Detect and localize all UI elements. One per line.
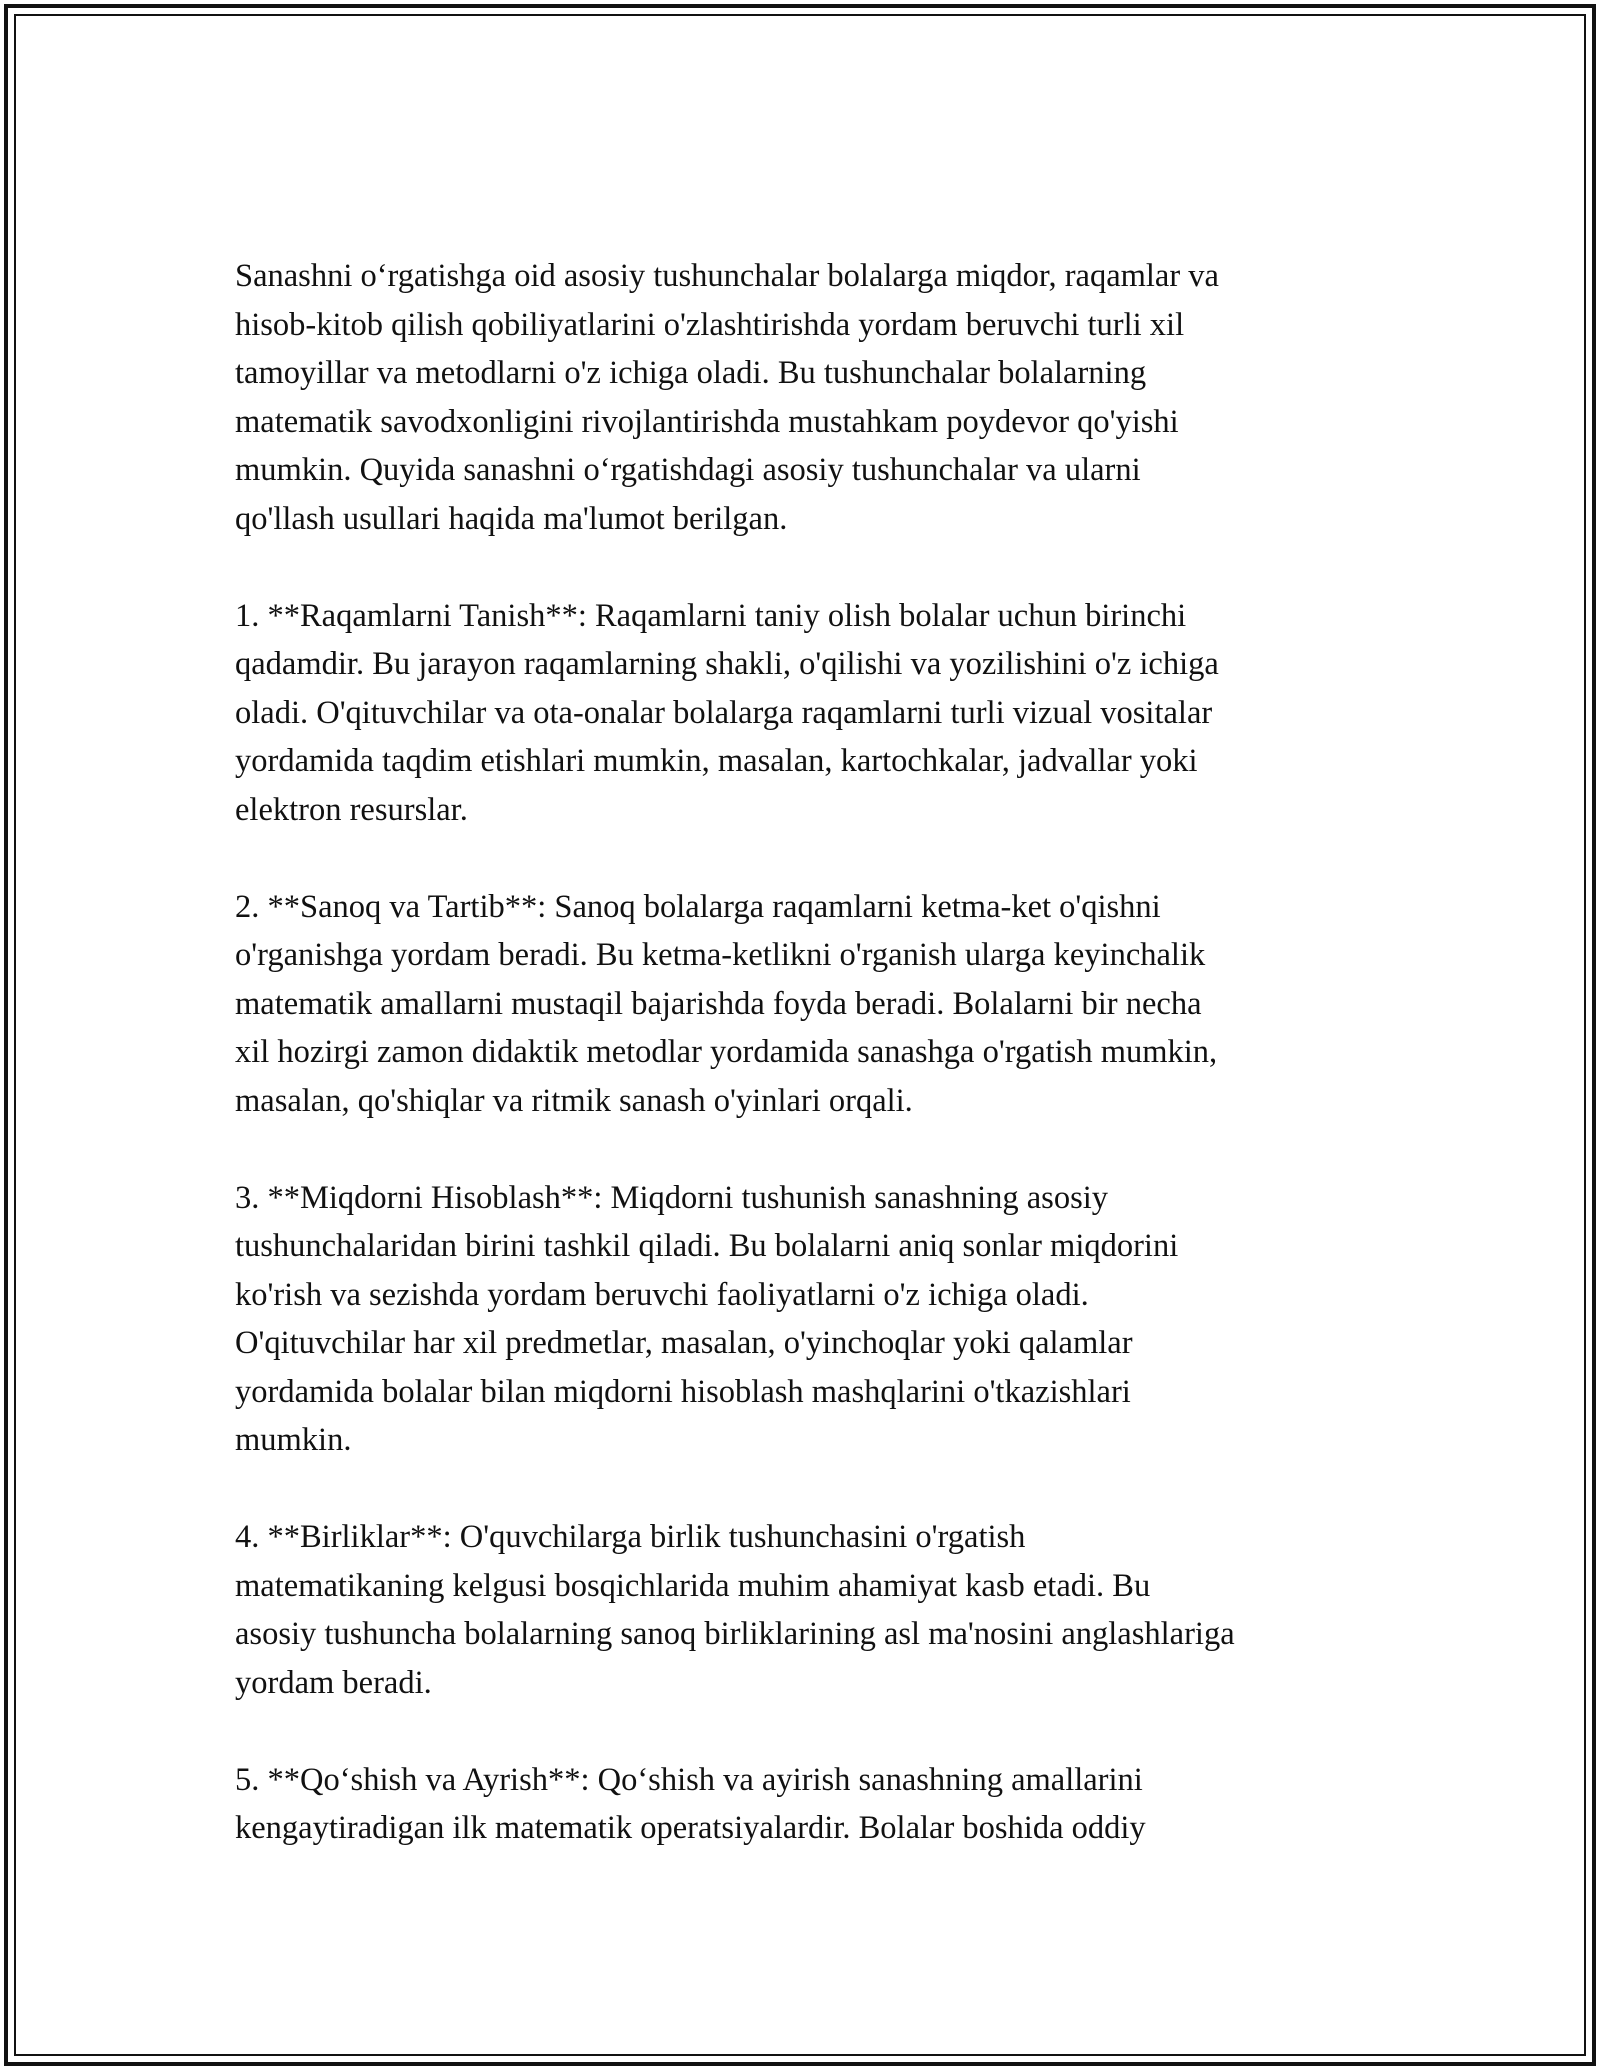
list-item-5: 5. **Qo‘shish va Ayrish**: Qo‘shish va ayirish sanashning amallarini kengaytiradigan ilk matematik operatsiyalardir. Bolalar boshida oddiy <box>235 1761 1146 1846</box>
list-item-2: 2. **Sanoq va Tartib**: Sanoq bolalarga raqamlarni ketma-ket o'qishni o'rganishga yordam beradi. Bu ketma-ketlikni o'rganish ularga keyinchalik matematik amallarni mustaqil bajarishda foyda beradi. Bolalarni bir necha xil hozirgi zamon didaktik metodlar yordamida sanashga o'rgatish mumkin, masalan, qo'shiqlar va ritmik sanash o'yinlari orqali. <box>235 888 1218 1119</box>
list-item-1: 1. **Raqamlarni Tanish**: Raqamlarni taniy olish bolalar uchun birinchi qadamdir. Bu jarayon raqamlarning shakli, o'qilishi va yozilishini o'z ichiga oladi. O'qituvchilar va ota-onalar bolalarga raqamlarni turli vizual vositalar yordamida taqdim etishlari mumkin, masalan, kartochkalar, jadvallar yoki elektron resurslar. <box>235 597 1219 828</box>
list-item-3: 3. **Miqdorni Hisoblash**: Miqdorni tushunish sanashning asosiy tushunchalaridan birini tashkil qiladi. Bu bolalarni aniq sonlar miqdorini ko'rish va sezishda yordam beruvchi faoliyatlarni o'z ichiga oladi. O'qituvchilar har xil predmetlar, masalan, o'yinchoqlar yoki qalamlar yordamida bolalar bilan miqdorni hisoblash mashqlarini o'tkazishlari mumkin. <box>235 1179 1179 1458</box>
list-item-4: 4. **Birliklar**: O'quvchilarga birlik tushunchasini o'rgatish matematikaning kelgusi bosqichlarida muhim ahamiyat kasb etadi. Bu asosiy tushuncha bolalarning sanoq birliklarining asl ma'nosini anglashlariga yordam beradi. <box>235 1519 1235 1701</box>
intro-paragraph: Sanashni o‘rgatishga oid asosiy tushunchalar bolalarga miqdor, raqamlar va hisob-kitob qilish qobiliyatlarini o'zlashtirishda yordam beruvchi turli xil tamoyillar va metodlarni o'z ichiga oladi. Bu tushunchalar bolalarning matematik savodxonligini rivojlantirishda mustahkam poydevor qo'yishi mumkin. Quyida sanashni o‘rgatishdagi asosiy tushunchalar va ularni qo'llash usullari haqida ma'lumot berilgan. <box>235 258 1219 537</box>
document-body <box>235 252 1385 1853</box>
